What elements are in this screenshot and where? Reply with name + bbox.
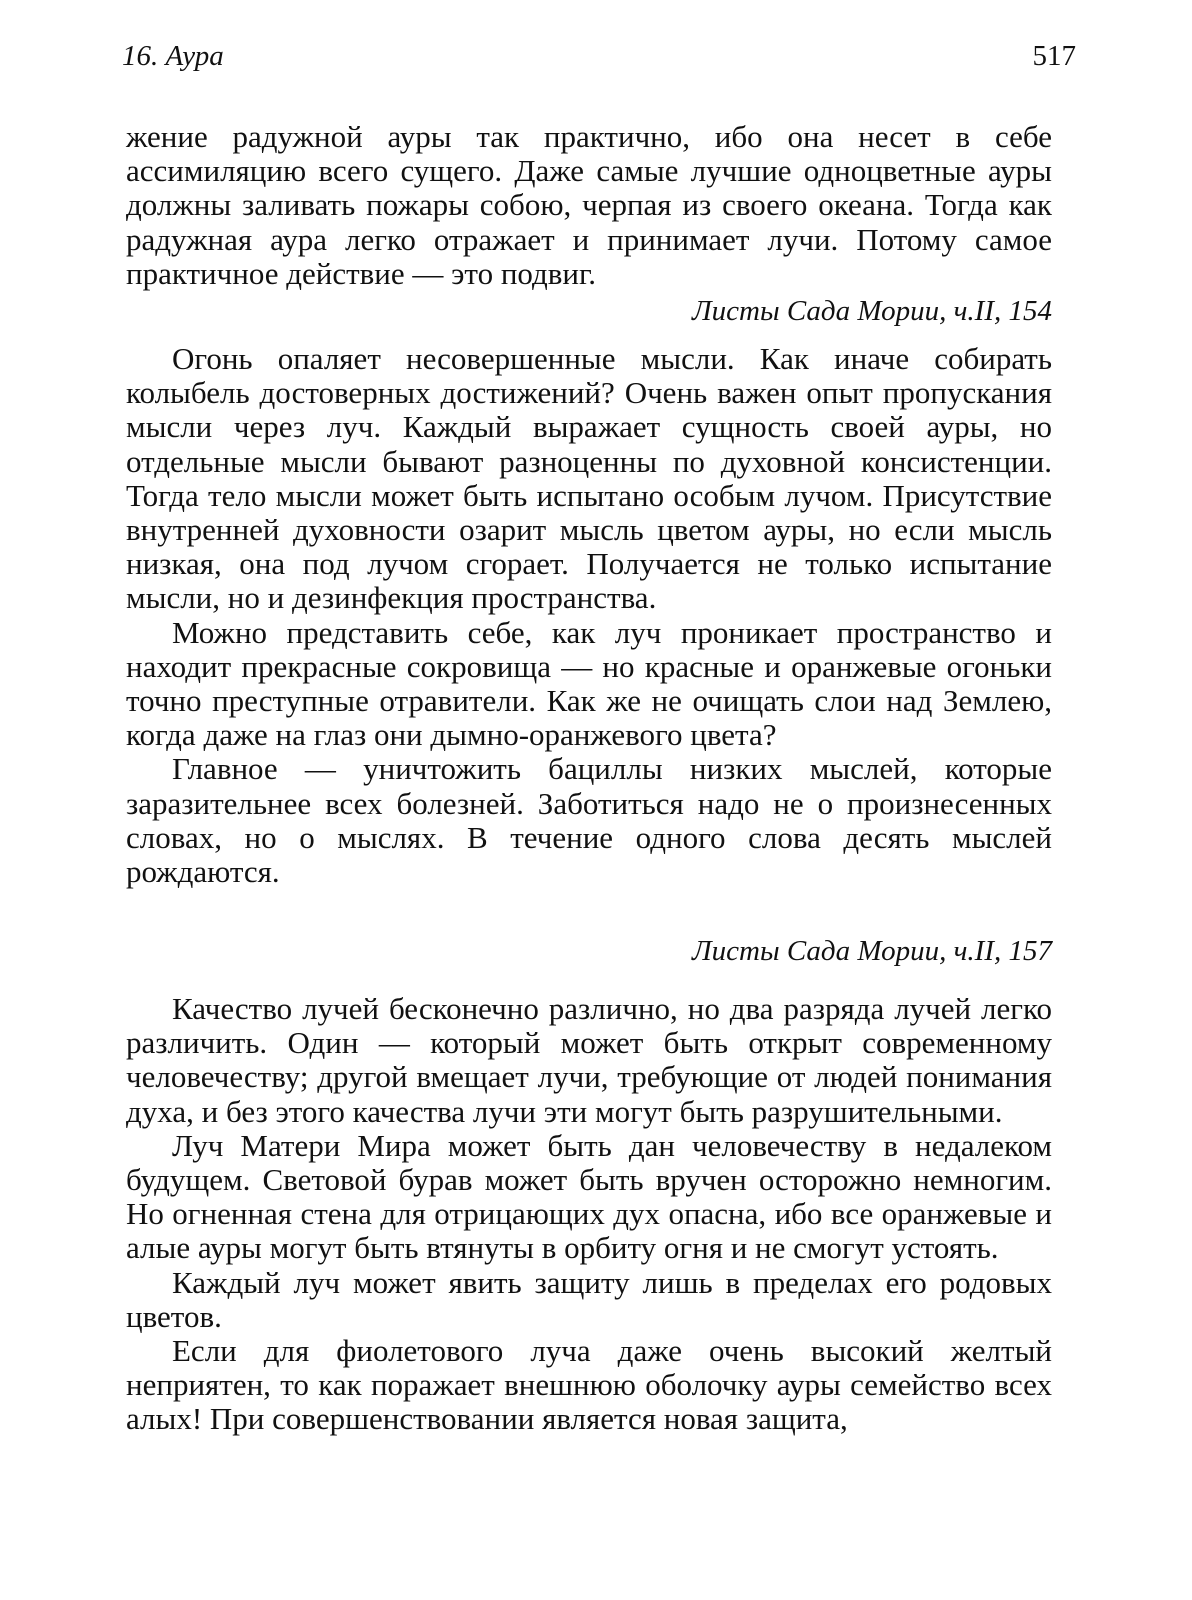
- passage-157: [126, 342, 1052, 889]
- page-number: 517: [1032, 40, 1076, 72]
- body-paragraph: Огонь опаляет несовершенные мысли. Как иначе собирать колыбель достоверных достижений? Очень важен опыт пропускания мысли через луч. Каждый выражает сущность своей ауры, но отдельные мысли бывают разноценны по духовной консистенции. Тогда тело мысли может быть испытано особым лучом. Присутствие внутренней духовности озарит мысль цветом ауры, но если мысль низкая, она под лучом сгорает. Получается не только испытание мысли, но и дезинфекция пространства.: [126, 341, 1052, 616]
- body-paragraph: жение радужной ауры так практично, ибо она несет в себе ассимиляцию всего сущего. Даже самые лучшие одноцветные ауры должны заливать пожары собою, черпая из своего океана. Тогда как радужная аура легко отражает и принимает лучи. Потому самое практичное действие — это подвиг.: [126, 119, 1052, 291]
- body-paragraph: Если для фиолетового луча даже очень высокий желтый неприятен, то как поражает внешнюю оболочку ауры семейство всех алых! При совершенствовании является новая защита,: [126, 1333, 1052, 1437]
- running-header: [122, 34, 1076, 78]
- body-paragraph: Луч Матери Мира может быть дан человечеству в недалеком будущем. Световой бурав может быть вручен осторожно немногим. Но огненная стена для отрицающих дух опасна, ибо все оранжевые и алые ауры могут быть втянуты в орбиту огня и не смогут устоять.: [126, 1127, 1052, 1266]
- body-paragraph: Качество лучей бесконечно различно, но два разряда лучей легко различить. Один — который может быть открыт современному человечеству; другой вмещает лучи, требующие от людей понимания духа, и без этого качества лучи эти могут быть разрушительными.: [126, 991, 1052, 1129]
- passage-rays: [126, 992, 1052, 1437]
- body-paragraph: Каждый луч может явить защиту лишь в пределах его родовых цветов.: [126, 1264, 1052, 1334]
- source-citation-157-block: [126, 932, 1052, 970]
- body-paragraph: Главное — уничтожить бациллы низких мыслей, которые заразительнее всех болезней. Заботиться надо не о произнесенных словах, но о мыслях. В течение одного слова десять мыслей рождаются.: [126, 751, 1052, 890]
- chapter-title: 16. Аура: [122, 40, 224, 72]
- body-paragraph: Можно представить себе, как луч проникает пространство и находит прекрасные сокровища — но красные и оранжевые огоньки точно преступные отравители. Как же не очищать слои над Землею, когда даже на глаз они дымно-оранжевого цвета?: [126, 614, 1052, 753]
- source-citation: Листы Сада Мории, ч.II, 157: [692, 935, 1052, 967]
- source-citation-154-block: [126, 292, 1052, 330]
- source-citation: Листы Сада Мории, ч.II, 154: [692, 295, 1052, 327]
- passage-154: [126, 120, 1052, 291]
